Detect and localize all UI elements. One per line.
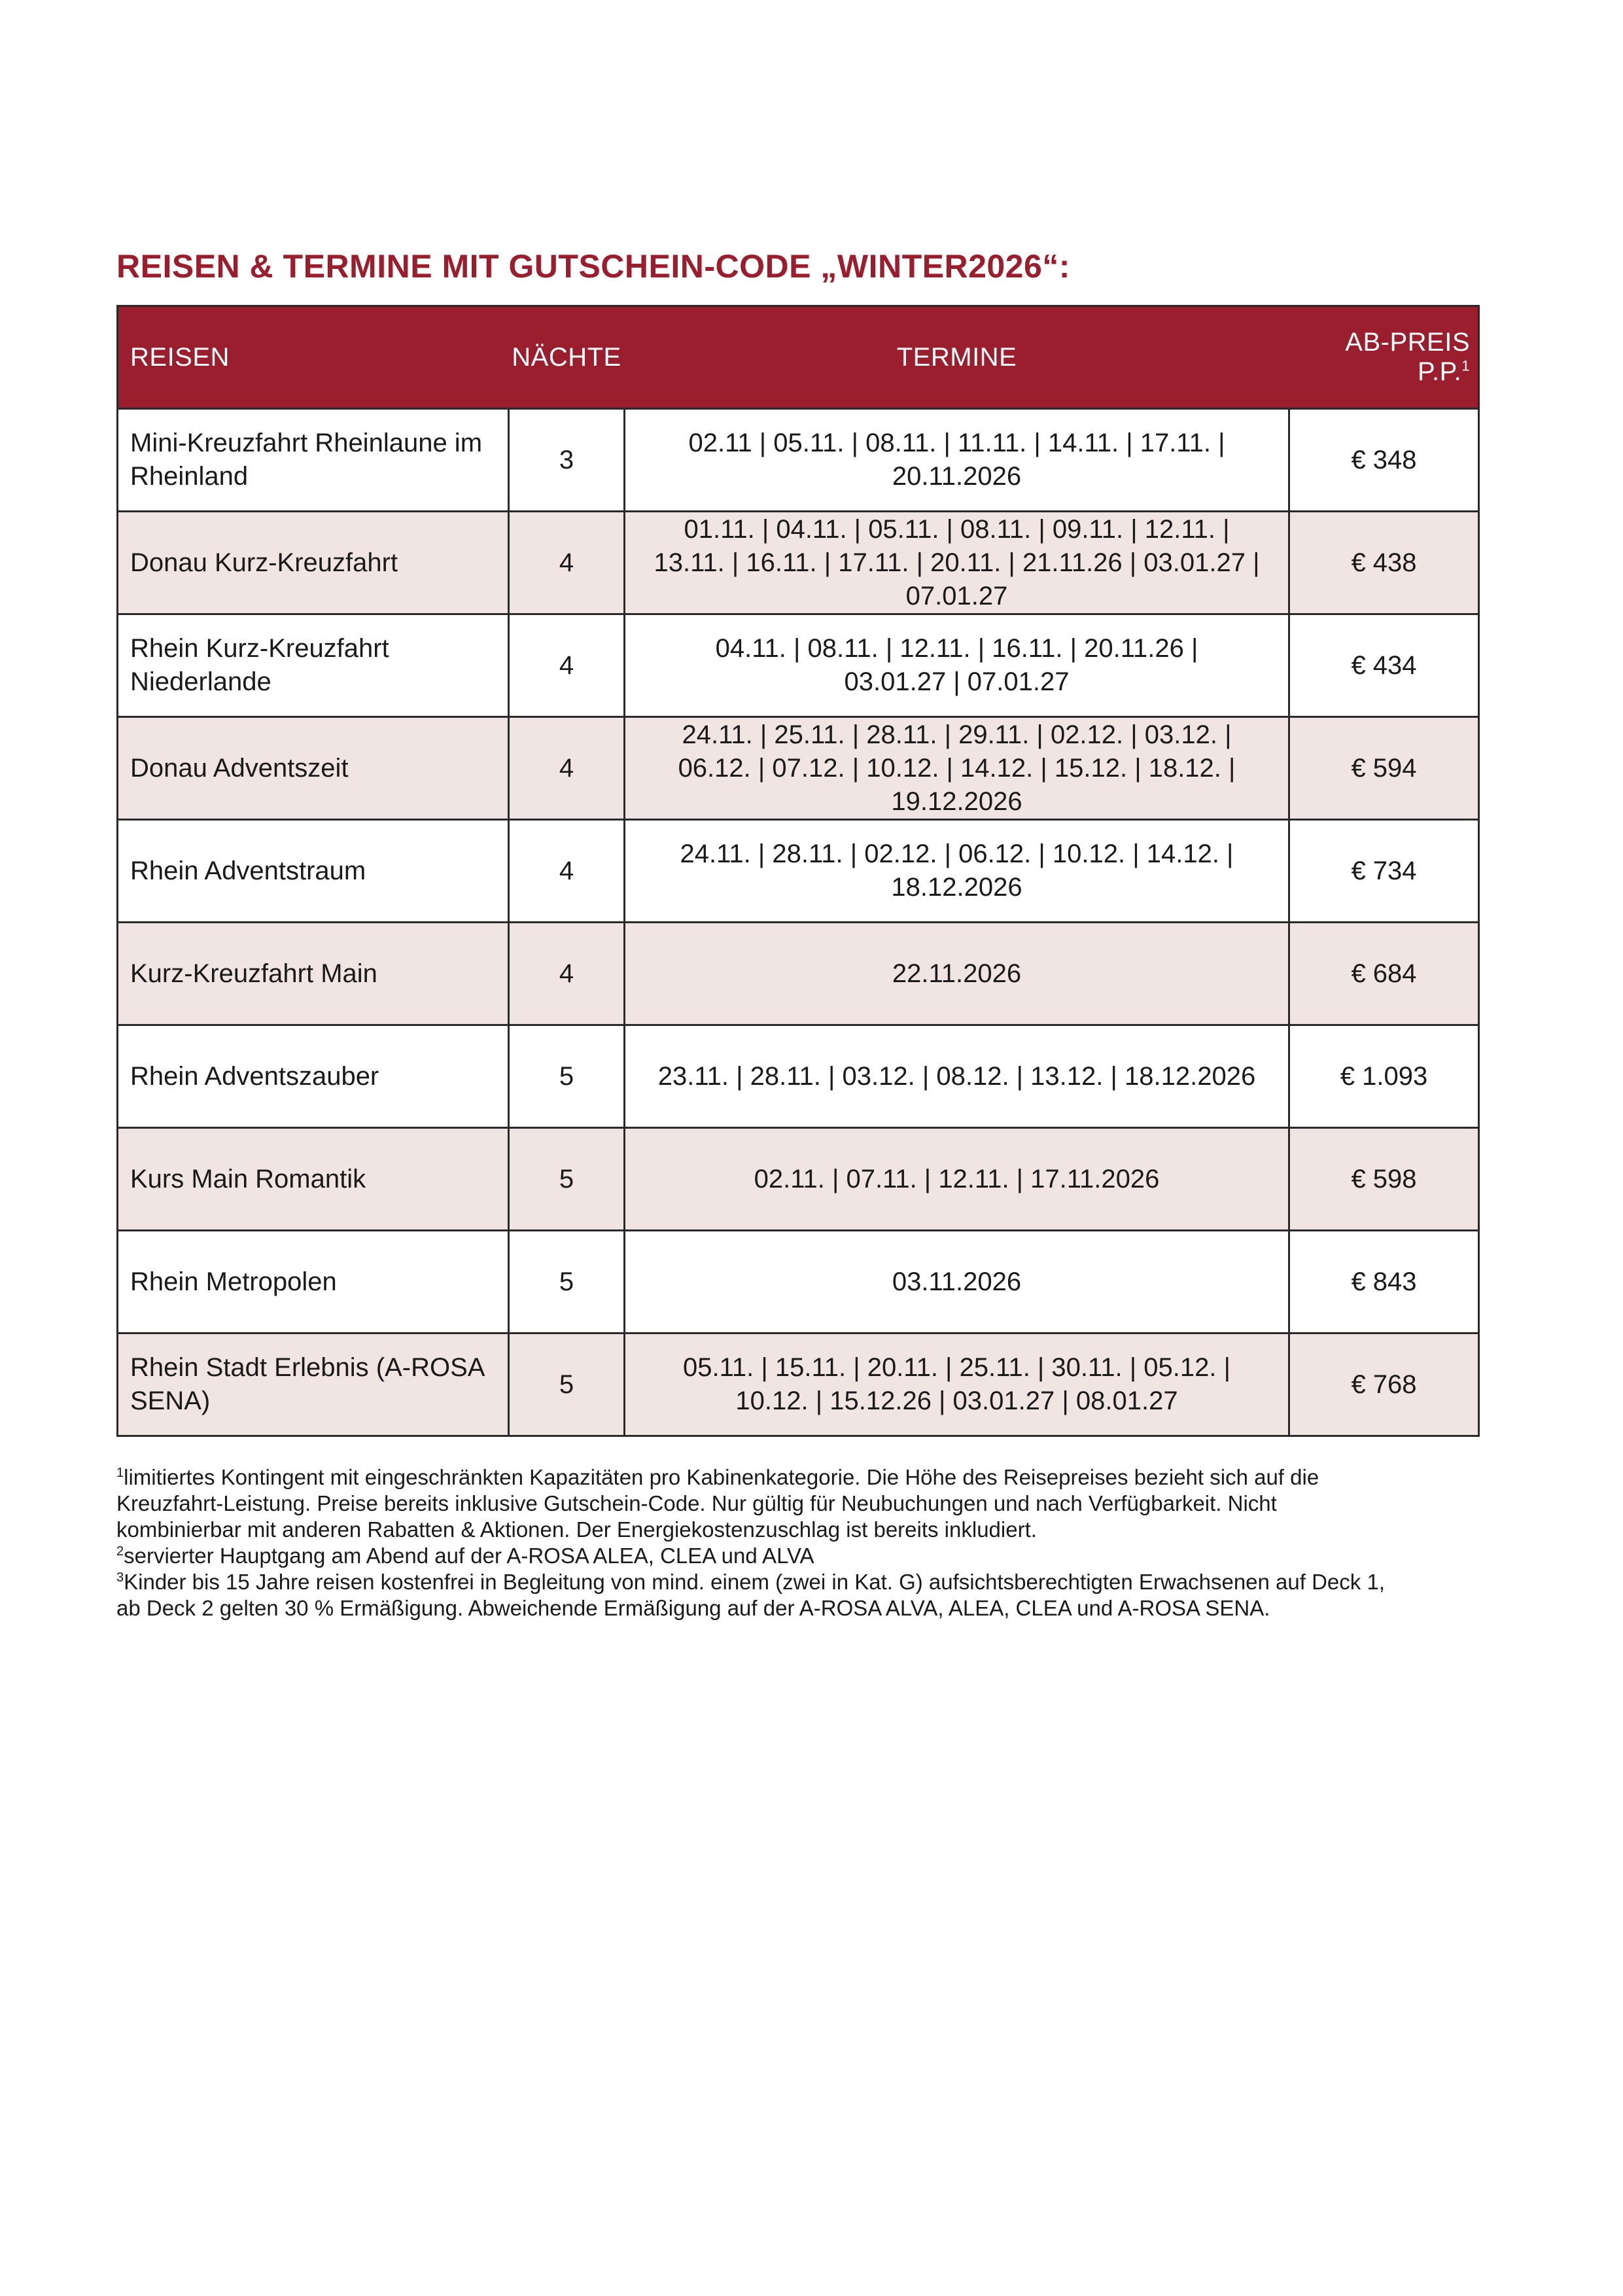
nights-cell: 5 <box>509 1231 625 1333</box>
dates-cell: 04.11. | 08.11. | 12.11. | 16.11. | 20.11.26 | 03.01.27 | 07.01.27 <box>625 614 1289 717</box>
trip-name-cell: Kurs Main Romantik <box>118 1128 509 1231</box>
trip-name-cell: Rhein Stadt Erlebnis (A-ROSA SENA) <box>118 1333 509 1436</box>
price-cell: € 594 <box>1289 717 1479 820</box>
footnote-text: servierter Hauptgang am Abend auf der A-ROSA ALEA, CLEA und ALVA <box>124 1544 814 1568</box>
footnote-text: Kinder bis 15 Jahre reisen kostenfrei in Begleitung von mind. einem (zwei in Kat. G) aufsichtsberechtigten Erwachsenen auf Deck 1, ab Deck 2 gelten 30 % Ermäßigung. Abweichende Ermäßigung auf der A-ROSA ALVA, ALEA, CLEA und A-ROSA SENA. <box>116 1570 1385 1620</box>
price-cell: € 348 <box>1289 409 1479 512</box>
table-row <box>118 717 1479 820</box>
trip-name-cell: Rhein Metropolen <box>118 1231 509 1333</box>
table-row <box>118 1231 1479 1333</box>
trip-name-cell: Rhein Adventszauber <box>118 1025 509 1128</box>
footnote-2 <box>116 1543 1490 1569</box>
table-row <box>118 409 1479 512</box>
trip-name-cell: Donau Adventszeit <box>118 717 509 820</box>
column-header-dates-label: TERMINE <box>896 342 1017 372</box>
footnote-marker: 3 <box>116 1570 124 1585</box>
dates-cell: 01.11. | 04.11. | 05.11. | 08.11. | 09.11. | 12.11. | 13.11. | 16.11. | 17.11. | 20.11. | 21.11.26 | 03.01.27 | 07.01.27 <box>625 512 1289 614</box>
column-header-price <box>1289 306 1479 409</box>
dates-cell: 24.11. | 25.11. | 28.11. | 29.11. | 02.12. | 03.12. | 06.12. | 07.12. | 10.12. | 14.12. | 15.12. | 18.12. | 19.12.2026 <box>625 717 1289 820</box>
table-row <box>118 1025 1479 1128</box>
trip-name-cell: Mini-Kreuzfahrt Rheinlaune im Rheinland <box>118 409 509 512</box>
column-header-trips-label: REISEN <box>130 342 230 372</box>
dates-cell: 02.11 | 05.11. | 08.11. | 11.11. | 14.11. | 17.11. | 20.11.2026 <box>625 409 1289 512</box>
dates-cell: 22.11.2026 <box>625 923 1289 1025</box>
dates-cell: 24.11. | 28.11. | 02.12. | 06.12. | 10.12. | 14.12. | 18.12.2026 <box>625 820 1289 923</box>
price-cell: € 598 <box>1289 1128 1479 1231</box>
footnote-marker: 1 <box>116 1466 124 1480</box>
nights-cell: 3 <box>509 409 625 512</box>
footnote-text: limitiertes Kontingent mit eingeschränkten Kapazitäten pro Kabinenkategorie. Die Höhe des Reisepreises bezieht sich auf die Kreuzfahrt-Leistung. Preise bereits inklusive Gutschein-Code. Nur gültig für Neubuchungen und nach Verfügbarkeit. Nicht kombinierbar mit anderen Rabatten & Aktionen. Der Energiekostenzuschlag ist bereits inkludiert. <box>116 1465 1319 1542</box>
trip-name-cell: Rhein Kurz-Kreuzfahrt Niederlande <box>118 614 509 717</box>
nights-cell: 4 <box>509 820 625 923</box>
price-cell: € 734 <box>1289 820 1479 923</box>
dates-cell: 02.11. | 07.11. | 12.11. | 17.11.2026 <box>625 1128 1289 1231</box>
column-header-dates <box>625 306 1289 409</box>
price-cell: € 1.093 <box>1289 1025 1479 1128</box>
nights-cell: 4 <box>509 923 625 1025</box>
table-row <box>118 1128 1479 1231</box>
table-header-row <box>118 306 1479 409</box>
table-body <box>118 409 1479 1436</box>
footnote-marker: 1 <box>1461 357 1470 374</box>
price-cell: € 684 <box>1289 923 1479 1025</box>
trip-name-cell: Kurz-Kreuzfahrt Main <box>118 923 509 1025</box>
table-row <box>118 820 1479 923</box>
nights-cell: 5 <box>509 1025 625 1128</box>
dates-cell: 03.11.2026 <box>625 1231 1289 1333</box>
price-cell: € 843 <box>1289 1231 1479 1333</box>
trip-name-cell: Donau Kurz-Kreuzfahrt <box>118 512 509 614</box>
nights-cell: 4 <box>509 512 625 614</box>
column-header-trips <box>118 306 509 409</box>
column-header-nights-label: NÄCHTE <box>512 342 621 372</box>
page-title: REISEN & TERMINE MIT GUTSCHEIN-CODE „WINTER2026“: <box>116 248 1070 285</box>
table-row <box>118 614 1479 717</box>
price-cell: € 434 <box>1289 614 1479 717</box>
table-row <box>118 1333 1479 1436</box>
trip-name-cell: Rhein Adventstraum <box>118 820 509 923</box>
dates-cell: 23.11. | 28.11. | 03.12. | 08.12. | 13.12. | 18.12.2026 <box>625 1025 1289 1128</box>
nights-cell: 5 <box>509 1333 625 1436</box>
nights-cell: 4 <box>509 717 625 820</box>
footnote-marker: 2 <box>116 1544 124 1559</box>
table-header <box>118 306 1479 409</box>
footnotes <box>116 1464 1490 1621</box>
footnote-3 <box>116 1569 1490 1621</box>
table-row <box>118 512 1479 614</box>
dates-cell: 05.11. | 15.11. | 20.11. | 25.11. | 30.11. | 05.12. | 10.12. | 15.12.26 | 03.01.27 | 08.01.27 <box>625 1333 1289 1436</box>
trips-table <box>116 305 1480 1437</box>
table-row <box>118 923 1479 1025</box>
footnote-1 <box>116 1464 1490 1543</box>
nights-cell: 4 <box>509 614 625 717</box>
column-header-nights <box>509 306 625 409</box>
column-header-price-label: AB-PREIS P.P. <box>1345 328 1470 386</box>
price-cell: € 438 <box>1289 512 1479 614</box>
nights-cell: 5 <box>509 1128 625 1231</box>
price-cell: € 768 <box>1289 1333 1479 1436</box>
